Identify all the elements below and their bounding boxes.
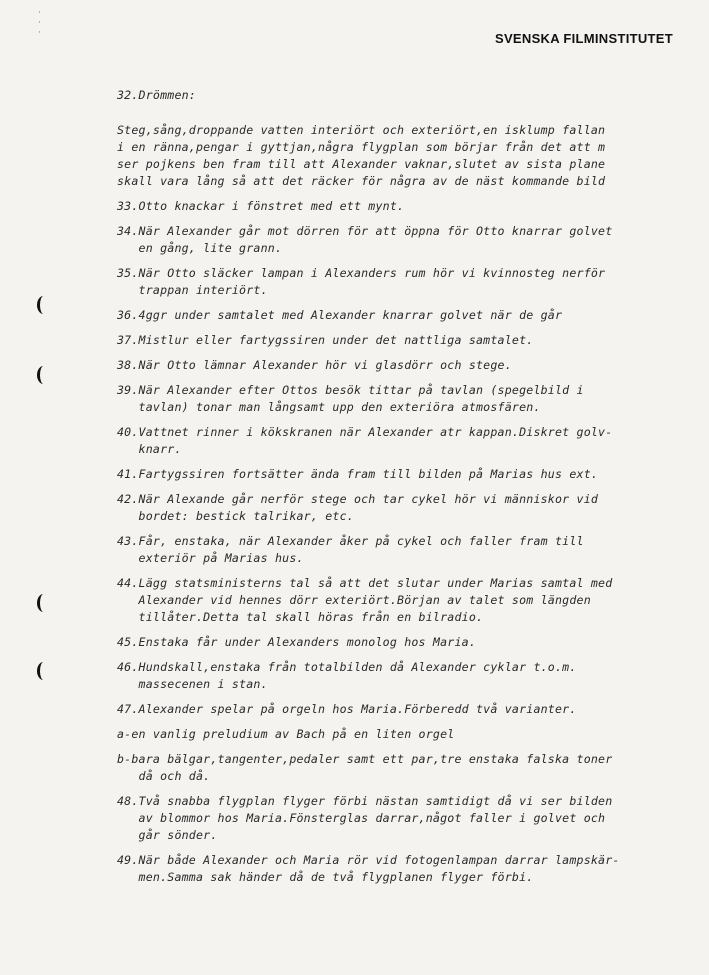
script-item bbox=[117, 533, 707, 567]
item-line: knarr. bbox=[117, 442, 182, 456]
script-item bbox=[117, 198, 707, 215]
item-line: 36.4ggr under samtalet med Alexander knarrar golvet när de går bbox=[117, 308, 563, 322]
item-line: men.Samma sak händer då de två flygplanen flyger förbi. bbox=[117, 870, 534, 884]
script-item bbox=[117, 332, 707, 349]
binder-hole bbox=[37, 594, 50, 612]
script-item bbox=[117, 726, 707, 743]
item-line: 45.Enstaka får under Alexanders monolog hos Maria. bbox=[117, 635, 477, 649]
script-item bbox=[117, 307, 707, 324]
script-item bbox=[117, 634, 707, 651]
script-item bbox=[117, 265, 707, 299]
item-line: 33.Otto knackar i fönstret med ett mynt. bbox=[117, 199, 405, 213]
item-line: b-bara bälgar,tangenter,pedaler samt ett par,tre enstaka falska toner bbox=[117, 752, 613, 766]
item-line: 38.När Otto lämnar Alexander hör vi glasdörr och stege. bbox=[117, 358, 512, 372]
item-line: 39.När Alexander efter Ottos besök tittar på tavlan (spegelbild i bbox=[117, 383, 584, 397]
item-line: 47.Alexander spelar på orgeln hos Maria.Förberedd två varianter. bbox=[117, 702, 577, 716]
script-item bbox=[117, 751, 707, 785]
script-item bbox=[117, 659, 707, 693]
item-line: 32.Drömmen: bbox=[117, 88, 196, 102]
binder-hole bbox=[37, 296, 50, 314]
item-line: då och då. bbox=[117, 769, 211, 783]
margin-mark: · · · bbox=[38, 8, 41, 38]
script-item bbox=[117, 466, 707, 483]
script-item bbox=[117, 701, 707, 718]
item-line: trappan interiört. bbox=[117, 283, 268, 297]
item-line: 44.Lägg statsministerns tal så att det slutar under Marias samtal med bbox=[117, 576, 613, 590]
item-line: av blommor hos Maria.Fönsterglas darrar,något faller i golvet och bbox=[117, 811, 606, 825]
item-line: tavlan) tonar man långsamt upp den exteriöra atmosfären. bbox=[117, 400, 541, 414]
item-line: bordet: bestick talrikar, etc. bbox=[117, 509, 354, 523]
item-line: skall vara lång så att det räcker för några av de näst kommande bild bbox=[117, 174, 606, 188]
item-line: Steg,sång,droppande vatten interiört och exteriört,en isklump fallan bbox=[117, 123, 606, 137]
item-line: 41.Fartygssiren fortsätter ända fram till bilden på Marias hus ext. bbox=[117, 467, 599, 481]
script-item bbox=[117, 382, 707, 416]
script-item bbox=[117, 575, 707, 626]
script-item bbox=[117, 87, 707, 104]
script-item bbox=[117, 852, 707, 886]
item-line: går sönder. bbox=[117, 828, 218, 842]
item-line: 46.Hundskall,enstaka från totalbilden då Alexander cyklar t.o.m. bbox=[117, 660, 577, 674]
item-line: ser pojkens ben fram till att Alexander vaknar,slutet av sista plane bbox=[117, 157, 606, 171]
item-line: 34.När Alexander går mot dörren för att öppna för Otto knarrar golvet bbox=[117, 224, 613, 238]
sound-notes-list bbox=[117, 87, 707, 894]
item-line: tillåter.Detta tal skall höras från en bilradio. bbox=[117, 610, 484, 624]
script-item bbox=[117, 424, 707, 458]
script-item bbox=[117, 223, 707, 257]
item-line: i en ränna,pengar i gyttjan,några flygplan som börjar från det att m bbox=[117, 140, 606, 154]
item-line: 40.Vattnet rinner i kökskranen när Alexander atr kappan.Diskret golv- bbox=[117, 425, 613, 439]
script-item bbox=[117, 491, 707, 525]
item-line: en gång, lite grann. bbox=[117, 241, 283, 255]
item-line: 49.När både Alexander och Maria rör vid fotogenlampan darrar lampskär- bbox=[117, 853, 620, 867]
item-line: 35.När Otto släcker lampan i Alexanders rum hör vi kvinnosteg nerför bbox=[117, 266, 606, 280]
item-line: 43.Får, enstaka, när Alexander åker på cykel och faller fram till bbox=[117, 534, 584, 548]
item-line: Alexander vid hennes dörr exteriört.Början av talet som längden bbox=[117, 593, 591, 607]
script-item bbox=[117, 122, 707, 190]
binder-hole bbox=[37, 662, 50, 680]
item-line: massecenen i stan. bbox=[117, 677, 268, 691]
letterhead: SVENSKA FILMINSTITUTET bbox=[494, 31, 673, 46]
item-line: a-en vanlig preludium av Bach på en liten orgel bbox=[117, 727, 455, 741]
script-item bbox=[117, 357, 707, 374]
script-item bbox=[117, 793, 707, 844]
item-line: exteriör på Marias hus. bbox=[117, 551, 304, 565]
item-line: 48.Två snabba flygplan flyger förbi nästan samtidigt då vi ser bilden bbox=[117, 794, 613, 808]
item-line: 42.När Alexande går nerför stege och tar cykel hör vi människor vid bbox=[117, 492, 599, 506]
item-line: 37.Mistlur eller fartygssiren under det nattliga samtalet. bbox=[117, 333, 534, 347]
binder-hole bbox=[37, 366, 50, 384]
